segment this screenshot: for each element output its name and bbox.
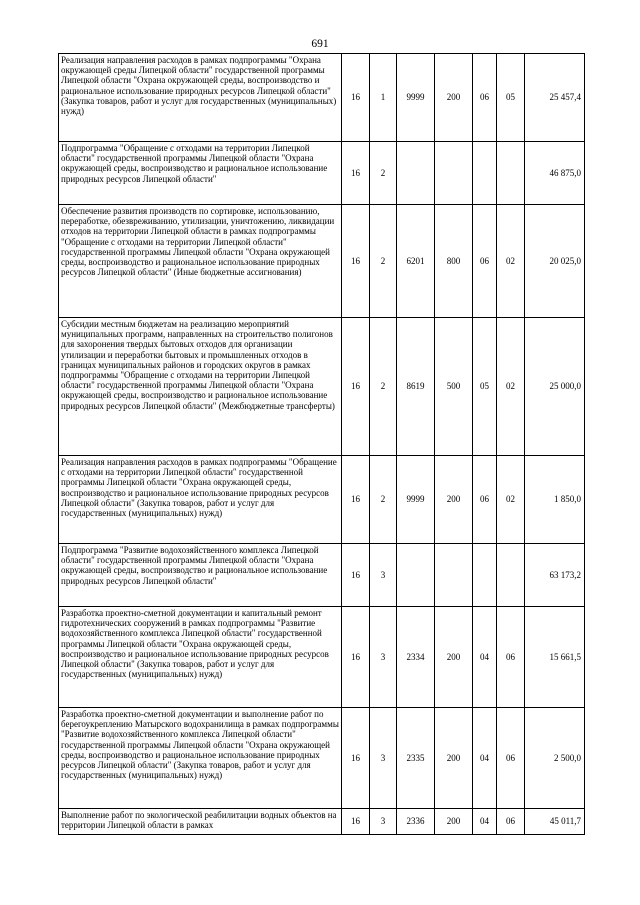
section-cell: 06 [473, 456, 497, 544]
subsection-cell: 02 [497, 205, 525, 318]
admin-code-cell: 16 [342, 708, 370, 809]
subprogram-cell: 3 [370, 607, 397, 708]
expense-type-cell [435, 544, 473, 607]
admin-code-cell: 16 [342, 205, 370, 318]
amount-cell: 1 850,0 [525, 456, 585, 544]
amount-cell: 20 025,0 [525, 205, 585, 318]
subsection-cell [497, 142, 525, 205]
amount-cell: 15 661,5 [525, 607, 585, 708]
subprogram-cell: 3 [370, 809, 397, 835]
row-description: Подпрограмма "Развитие водохозяйственного комплекса Липецкой области" государственной программы Липецкой области "Охрана окружающей среды, воспроизводство и рациональное использование природных ресурсов Липецкой области" [59, 544, 342, 607]
admin-code-cell: 16 [342, 142, 370, 205]
expense-type-cell: 200 [435, 54, 473, 142]
subsection-cell: 05 [497, 54, 525, 142]
subsection-cell: 02 [497, 456, 525, 544]
table-row [59, 544, 585, 607]
table-row [59, 318, 585, 456]
subprogram-cell: 2 [370, 142, 397, 205]
subprogram-cell: 3 [370, 708, 397, 809]
row-description: Обеспечение развития производств по сортировке, использованию, переработке, обезвреживанию, утилизации, уничтожению, ликвидации отходов на территории Липецкой области в рамках подпрограммы "Обращение с отходами на территории Липецкой области" государственной программы Липецкой области "Охрана окружающей среды, воспроизводство и рациональное использование природных ресурсов Липецкой области" (Иные бюджетные ассигнования) [59, 205, 342, 318]
admin-code-cell: 16 [342, 607, 370, 708]
admin-code-cell: 16 [342, 456, 370, 544]
amount-cell: 46 875,0 [525, 142, 585, 205]
expense-type-cell [435, 142, 473, 205]
direction-cell: 9999 [397, 456, 435, 544]
row-description: Субсидии местным бюджетам на реализацию мероприятий муниципальных программ, направленных на строительство полигонов для захоронения твердых бытовых отходов для организации утилизации и переработки бытовых и промышленных отходов в границах муниципальных районов и городских округов в рамках подпрограммы "Обращение с отходами на территории Липецкой области" государственной программы Липецкой области "Охрана окружающей среды, воспроизводство и рациональное использование природных ресурсов Липецкой области" (Межбюджетные трансферты) [59, 318, 342, 456]
section-cell: 06 [473, 205, 497, 318]
direction-cell: 8619 [397, 318, 435, 456]
subsection-cell: 06 [497, 607, 525, 708]
subprogram-cell: 2 [370, 456, 397, 544]
row-description: Подпрограмма "Обращение с отходами на территории Липецкой области" государственной программы Липецкой области "Охрана окружающей среды, воспроизводство и рациональное использование природных ресурсов Липецкой области" [59, 142, 342, 205]
subprogram-cell: 2 [370, 318, 397, 456]
table-row [59, 456, 585, 544]
admin-code-cell: 16 [342, 54, 370, 142]
subsection-cell: 06 [497, 809, 525, 835]
subprogram-cell: 1 [370, 54, 397, 142]
section-cell [473, 142, 497, 205]
section-cell: 04 [473, 607, 497, 708]
table-row [59, 708, 585, 809]
subsection-cell: 06 [497, 708, 525, 809]
section-cell: 05 [473, 318, 497, 456]
row-description: Выполнение работ по экологической реабилитации водных объектов на территории Липецкой области в рамках [59, 809, 342, 835]
expense-type-cell: 800 [435, 205, 473, 318]
subprogram-cell: 3 [370, 544, 397, 607]
row-description: Реализация направления расходов в рамках подпрограммы "Охрана окружающей среды Липецкой области" государственной программы Липецкой области "Охрана окружающей среды, воспроизводство и рациональное использование природных ресурсов Липецкой области" (Закупка товаров, работ и услуг для государственных (муниципальных) нужд) [59, 54, 342, 142]
admin-code-cell: 16 [342, 544, 370, 607]
row-description: Разработка проектно-сметной документации и выполнение работ по берегоукреплению Матырского водохранилища в рамках подпрограммы "Развитие водохозяйственного комплекса Липецкой области" государственной программы Липецкой области "Охрана окружающей среды, воспроизводство и рациональное использование природных ресурсов Липецкой области" (Закупка товаров, работ и услуг для государственных (муниципальных) нужд) [59, 708, 342, 809]
expense-type-cell: 200 [435, 809, 473, 835]
expense-type-cell: 500 [435, 318, 473, 456]
direction-cell: 9999 [397, 54, 435, 142]
direction-cell: 2335 [397, 708, 435, 809]
subsection-cell [497, 544, 525, 607]
amount-cell: 25 457,4 [525, 54, 585, 142]
amount-cell: 2 500,0 [525, 708, 585, 809]
row-description: Разработка проектно-сметной документации и капитальный ремонт гидротехнических сооружений в рамках подпрограммы "Развитие водохозяйственного комплекса Липецкой области" государственной программы Липецкой области "Охрана окружающей среды, воспроизводство и рациональное использование природных ресурсов Липецкой области" (Закупка товаров, работ и услуг для государственных (муниципальных) нужд) [59, 607, 342, 708]
direction-cell: 2336 [397, 809, 435, 835]
budget-table [58, 53, 585, 835]
expense-type-cell: 200 [435, 607, 473, 708]
page-number: 691 [311, 38, 329, 50]
section-cell: 04 [473, 809, 497, 835]
table-row [59, 142, 585, 205]
direction-cell: 2334 [397, 607, 435, 708]
row-description: Реализация направления расходов в рамках подпрограммы "Обращение с отходами на территории Липецкой области" государственной программы Липецкой области "Охрана окружающей среды, воспроизводство и рациональное использование природных ресурсов Липецкой области" (Закупка товаров, работ и услуг для государственных (муниципальных) нужд) [59, 456, 342, 544]
direction-cell [397, 544, 435, 607]
amount-cell: 25 000,0 [525, 318, 585, 456]
table-row [59, 607, 585, 708]
expense-type-cell: 200 [435, 708, 473, 809]
amount-cell: 45 011,7 [525, 809, 585, 835]
direction-cell [397, 142, 435, 205]
section-cell: 04 [473, 708, 497, 809]
admin-code-cell: 16 [342, 809, 370, 835]
table-row [59, 54, 585, 142]
section-cell: 06 [473, 54, 497, 142]
section-cell [473, 544, 497, 607]
table-row [59, 809, 585, 835]
subsection-cell: 02 [497, 318, 525, 456]
subprogram-cell: 2 [370, 205, 397, 318]
expense-type-cell: 200 [435, 456, 473, 544]
direction-cell: 6201 [397, 205, 435, 318]
admin-code-cell: 16 [342, 318, 370, 456]
table-row [59, 205, 585, 318]
amount-cell: 63 173,2 [525, 544, 585, 607]
